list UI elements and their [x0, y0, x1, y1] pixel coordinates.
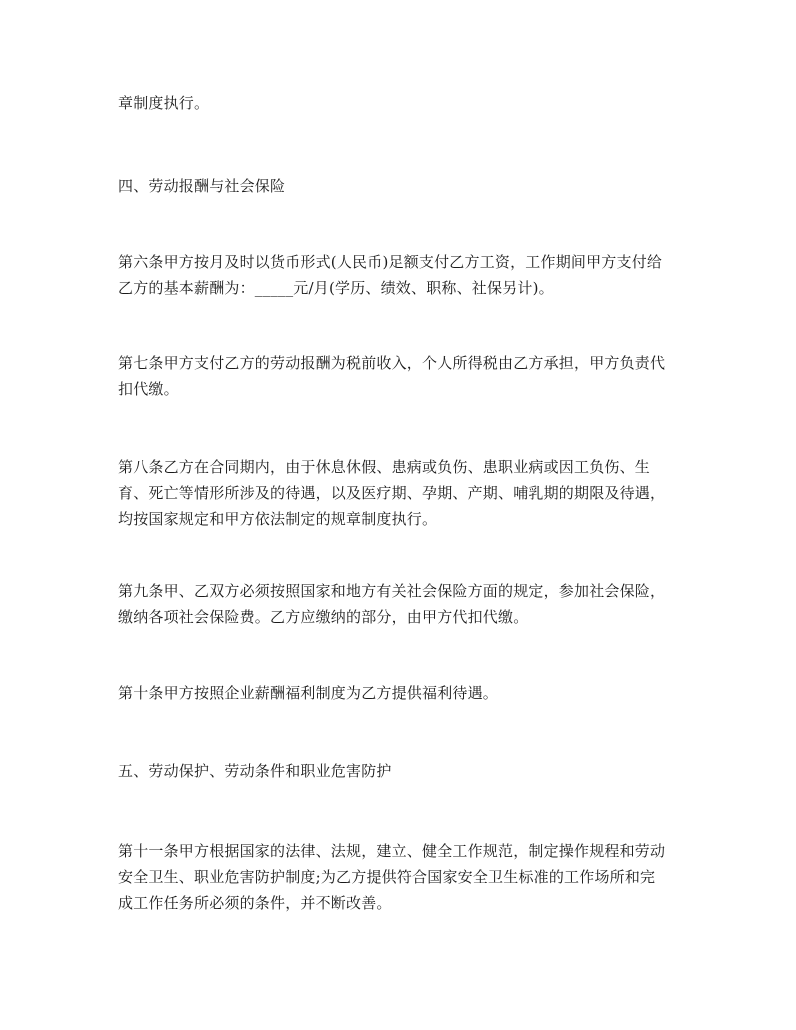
article-6 — [118, 249, 684, 301]
article-7 — [118, 350, 684, 402]
article-9 — [118, 578, 684, 630]
article-11 — [118, 838, 684, 916]
text-line: 第十条甲方按照企业薪酬福利制度为乙方提供福利待遇。 — [118, 684, 499, 702]
text-line: 乙方的基本薪酬为：_____元/月(学历、绩效、职称、社保另计)。 — [118, 279, 554, 297]
text-line: 章制度执行。 — [118, 94, 210, 112]
paragraph-continuation — [118, 90, 684, 116]
heading-text: 四、劳动报酬与社会保险 — [118, 177, 286, 195]
text-line: 育、死亡等情形所涉及的待遇，以及医疗期、孕期、产期、哺乳期的期限及待遇， — [118, 484, 666, 502]
article-8 — [118, 454, 684, 532]
text-line: 扣代缴。 — [118, 380, 179, 398]
text-line: 缴纳各项社会保险费。乙方应缴纳的部分，由甲方代扣代缴。 — [118, 608, 529, 626]
text-line: 第八条乙方在合同期内，由于休息休假、患病或负伤、患职业病或因工负伤、生 — [118, 458, 651, 476]
text-line: 成工作任务所必须的条件，并不断改善。 — [118, 894, 392, 912]
text-line: 均按国家规定和甲方依法制定的规章制度执行。 — [118, 510, 438, 528]
text-line: 安全卫生、职业危害防护制度;为乙方提供符合国家安全卫生标准的工作场所和完 — [118, 868, 656, 886]
section-heading-4 — [118, 173, 684, 199]
text-line: 第七条甲方支付乙方的劳动报酬为税前收入，个人所得税由乙方承担，甲方负责代 — [118, 354, 666, 372]
heading-text: 五、劳动保护、劳动条件和职业危害防护 — [118, 762, 392, 780]
text-line: 第九条甲、乙双方必须按照国家和地方有关社会保险方面的规定，参加社会保险， — [118, 582, 666, 600]
text-line: 第十一条甲方根据国家的法律、法规，建立、健全工作规范，制定操作规程和劳动 — [118, 842, 666, 860]
section-heading-5 — [118, 758, 684, 784]
article-10 — [118, 680, 684, 706]
text-line: 第六条甲方按月及时以货币形式(人民币)足额支付乙方工资，工作期间甲方支付给 — [118, 253, 663, 271]
